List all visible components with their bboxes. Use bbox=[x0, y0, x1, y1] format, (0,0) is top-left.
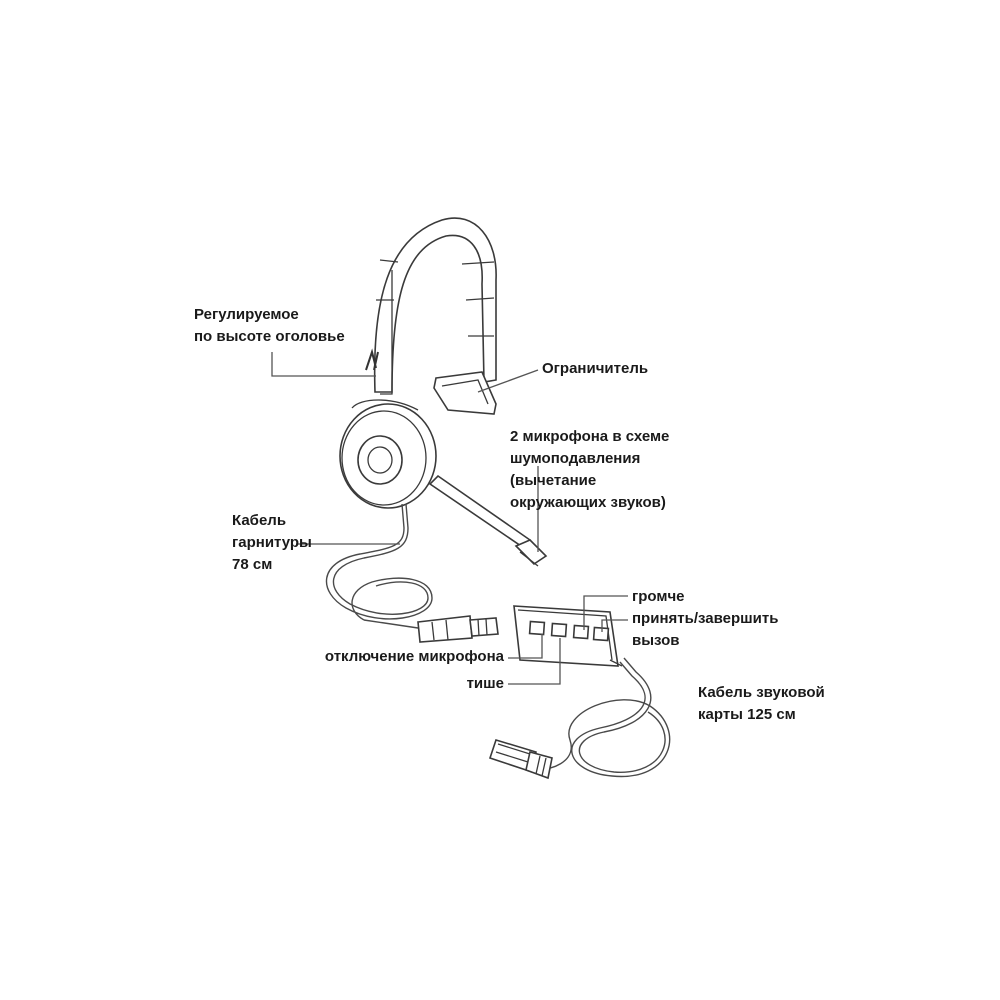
label-volume-up-line1: громче bbox=[632, 588, 685, 605]
usb-plug-icon bbox=[490, 740, 552, 778]
label-answer-end bbox=[632, 608, 778, 652]
label-mic-mute bbox=[298, 646, 504, 668]
label-volume-down-line1: тише bbox=[466, 675, 504, 692]
label-microphones-line3: (вычетание bbox=[510, 472, 597, 489]
label-soundcard-cable-line2: карты 125 см bbox=[698, 706, 796, 723]
label-headset-cable-line1: Кабель bbox=[232, 512, 287, 529]
label-volume-up bbox=[632, 586, 685, 608]
label-microphones bbox=[510, 426, 669, 514]
label-headset-cable-line2: гарнитуры bbox=[232, 534, 312, 551]
label-headset-cable-line3: 78 см bbox=[232, 556, 273, 573]
label-volume-down bbox=[440, 673, 504, 695]
label-stopper-line1: Ограничитель bbox=[542, 360, 649, 377]
label-microphones-line4: окружающих звуков) bbox=[510, 494, 666, 511]
label-headset-cable bbox=[232, 510, 312, 576]
label-microphones-line2: шумоподавления bbox=[510, 450, 641, 467]
label-microphones-line1: 2 микрофона в схеме bbox=[510, 428, 670, 445]
label-answer-end-line2: вызов bbox=[632, 632, 680, 649]
earcup-icon bbox=[340, 400, 436, 508]
headset-cable-icon bbox=[326, 504, 432, 628]
headband-icon bbox=[375, 218, 496, 394]
controller-icon bbox=[514, 606, 622, 666]
leader-headband bbox=[272, 352, 376, 376]
label-headband-line2: по высоте оголовье bbox=[194, 328, 345, 345]
label-headband bbox=[194, 304, 345, 348]
label-headband-line1: Регулируемое bbox=[194, 306, 299, 323]
label-stopper bbox=[542, 358, 648, 380]
label-soundcard-cable bbox=[698, 682, 825, 726]
label-mic-mute-line1: отключение микрофона bbox=[324, 648, 504, 665]
label-answer-end-line1: принять/завершить bbox=[632, 610, 779, 627]
jack-icon bbox=[418, 616, 498, 642]
label-soundcard-cable-line1: Кабель звуковой bbox=[698, 684, 825, 701]
